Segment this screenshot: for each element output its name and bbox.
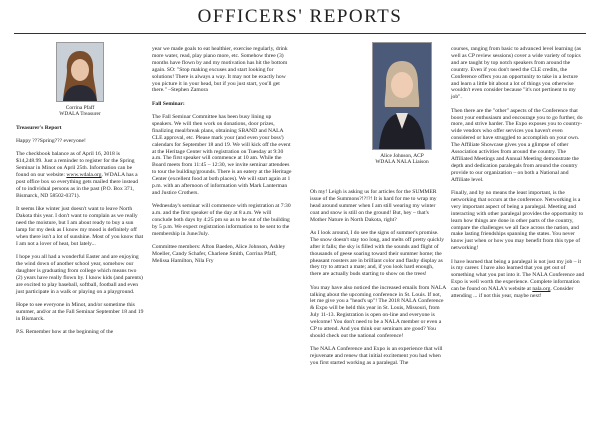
liaison-paragraph-4: The NALA Conference and Expo is an experience that will rejuvenate and renew that initial excitement you had when you first started working as a paralegal. The [310, 346, 443, 367]
liaison-photo-block [366, 42, 438, 166]
fall-seminar-paragraph-2: Wednesday's seminar will commence with registration at 7:30 a.m. and the first speaker of the day at 8 a.m. We will conclude both days by 4:25 pm so as to be out of the building by 5 p.m. We expect registration information to be sent to the membership in June/July. [152, 203, 291, 237]
liaison-photo [372, 42, 432, 150]
treasurer-photo [56, 42, 104, 102]
liaison-paragraph-1: Oh my! Leigh is asking us for articles for the SUMMER issue of the Summons?!?!?! It is hard for me to wrap my head around summer when I am still wearing my winter coat and snow is still on the ground! But, hey – that's Mother Nature in North Dakota, right? [310, 189, 437, 223]
fall-seminar-paragraph-1: The Fall Seminar Committee has been busy lining up speakers. We will then work on donations, door prizes, finalizing meal/break plans, obtaining SBAND and NALA CLE approval, etc. Please mark your (and even your boss') calendars for September 18 and 19. We will kick off the event at the Heritage Center with registration on Tuesday at 9:30 a.m. The first speaker will commence at 10 am. While the Board meets from 11:45 – 12:30, we invite seminar attendees to tour the building/grounds. There is an eatery at the Heritage Center (excellent food at both places). We will start again at 1 p.m. with an afternoon of information with Mark Lanterman and Justice Crothers. [152, 114, 292, 196]
treasurer-column [16, 42, 144, 342]
liaison-role: WDALA NALA Liaison [375, 159, 429, 166]
liaison-paragraph-5: courses, ranging from basic to advanced level learning (as well as CP review sessions) cover a wide variety of topics and are taught by top notch speakers from around the country. Even if you don't need the CLE credits, the Conference offers you an opportunity to take in a lecture and learn a little bit about a lot of things you otherwise wouldn't even consider because "it's not pertinent to my job". [451, 46, 582, 101]
liaison-paragraph-7: Finally, and by no means the least important, is the networking that occurs at the conference. Networking is a very important aspect of being a paralegal. Meeting and interacting with other paralegal provides the opportunity to learn how things are done in other parts of the country, compare the challenges we all face across the nation, and make lasting friendships spanning the states. You never know just when or how you may benefit from this type of networking! [451, 190, 584, 252]
title-divider [14, 33, 586, 34]
treasurer-continued-column [152, 46, 292, 271]
treasurer-goals-paragraph: year we made goals to eat healthier, exercise regularly, drink more water, read, play piano more, etc. Somehow three (3) months have flown by and my motivation has hit the bottom again. SO: "Stop making excuses and start looking for solutions! There is always a way. It may not be exactly how you picture it in your head, but if you just start, you'll get there." –Stephen Zamora [152, 46, 288, 94]
treasurer-name: Corrina Pfaff [65, 105, 95, 111]
treasurer-paragraph-4: Hope to see everyone in Minot, and/or sometime this summer, and/or at the Fall Seminar September 18 and 19 in Bismarck. [16, 301, 144, 322]
page-title: OFFICERS' REPORTS [197, 6, 403, 27]
nala-website-link[interactable]: nala.org [532, 286, 551, 293]
liaison-paragraph-2: As I look around, I do see the signs of summer's promise. The snow doesn't stay too long, and melts off pretty quickly after it falls; the sky is filled with the sounds and flight of thousands of geese soaring toward their summer home; the pheasant roosters are in brilliant color and flashy display as they try to attract a mate; and, if you look hard enough, there are actually buds starting to show on the trees! [310, 229, 445, 278]
fall-seminar-heading: Fall Seminar: [152, 100, 185, 107]
liaison-paragraph-6: Then there are the "other" aspects of the Conference that boost your enthusiasm and encourage you to go further, do more, and strive harder. The Expo exposes you to country-wide vendors who offer services you haven't even considered or have struggled to accomplish on your own. The Affiliate Showcase gives you a glimpse of other Association activities from around the country. The Affiliated Meetings and Annual Meeting demonstrate the depth and dedication paralegals from around the country provide to our organization – on both a National and Affiliate level. [451, 107, 583, 183]
liaison-paragraph-8: I have learned that being a paralegal is not just my job – it is my career. I have also learned that you get out of something what you put into it. The NALA Conference and Expo is well worth the experience. Complete information can be found on NALA's website at nala.org. Consider attending ... if not this year, maybe next! [451, 258, 585, 300]
liaison-column [310, 189, 446, 373]
treasurer-photo-block [16, 42, 144, 118]
treasurer-heading: Treasurer's Report [16, 124, 62, 131]
wdala-website-link[interactable]: www.wdala.org [66, 172, 102, 179]
treasurer-greeting: Happy ???Spring??? everyone! [16, 138, 86, 145]
committee-members: Committee members: Afton Baeden, Alice Johnson, Ashley Moeller, Candy Schafer, Charlene Smith, Corrina Pfaff, Melissa Hamilton, Nila Fry [152, 244, 286, 265]
treasurer-role: WDALA Treasurer [59, 111, 101, 118]
treasurer-paragraph-3: I hope you all had a wonderful Easter and are enjoying the wind down of another school year, somehow our daughter is graduating from college which means two (2) years have really flown by. I know kids (and parents) are excited to play baseball, softball, football and even just participate in a walk or playing on a playground. [16, 253, 143, 295]
liaison-name: Alice Johnson, ACP [380, 153, 424, 159]
treasurer-paragraph-1: The checkbook balance as of April 16, 2018 is $14,248.99. Just a reminder to register for the Spring Seminar in Minot on April 25th. Information can be found on our website: www.wdala.org. WDALA has a post office box so everything gets mailed there instead of to individual persons as in the past (P.O. Box 371, Bismarck, ND 58502-0371). [16, 151, 138, 199]
liaison-continued-column [451, 46, 585, 306]
treasurer-paragraph-5: P.S. Remember how at the beginning of the [16, 328, 114, 335]
treasurer-paragraph-2: It seems like winter just doesn't want to leave North Dakota this year. I don't want to complain as we really need the moisture, but I am about ready to buy a sun lamp for my desk as I know my mood is definitely off when there isn't a lot of sunshine. Most of you know that I am not a lover of heat, but lately... [16, 206, 144, 247]
liaison-paragraph-3: You may have also noticed the increased emails from NALA talking about the upcoming conference in St. Louis. If not, let me give you a "head's up"! The 2018 NALA Conference & Expo will be held this year in St. Louis, Missouri, from July 11-13. Registration is open on-line and everyone is welcome! You don't need to be a NALA member or even a CP to attend. And you think our seminars are good? You should check out the national conference! [310, 284, 446, 339]
